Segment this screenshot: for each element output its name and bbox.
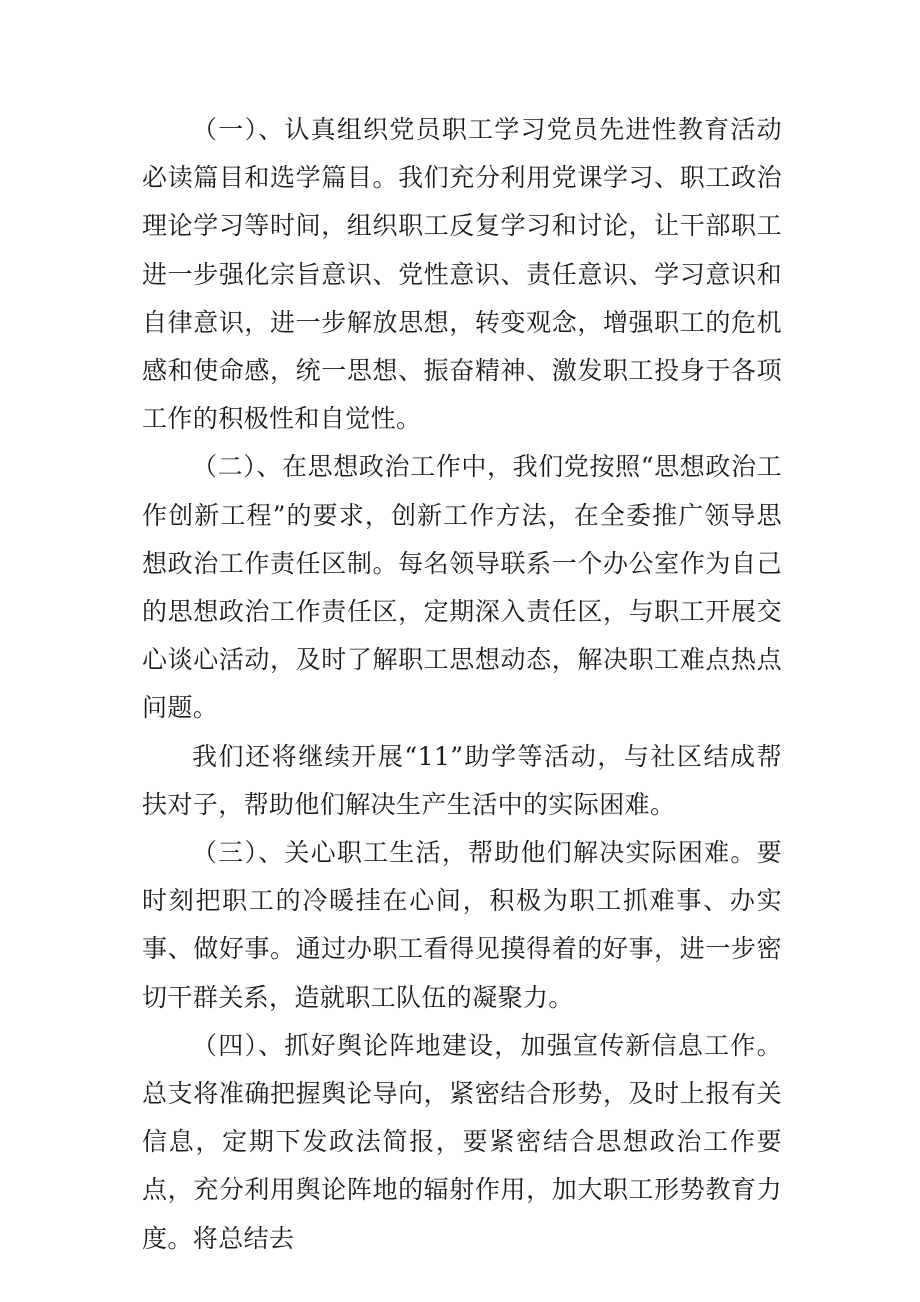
document-body [142,106,782,1263]
paragraph-section-2: （二）、在思想政治工作中，我们党按照“思想政治工作创新工程”的要求，创新工作方法，在全委推广领导思想政治工作责任区制。每名领导联系一个办公室作为自己的思想政治工作责任区，定期深入责任区，与职工开展交心谈心活动，及时了解职工思想动态，解决职工难点热点问题。 [142,452,782,723]
paragraph-assistance: 我们还将继续开展“11”助学等活动，与社区结成帮扶对子，帮助他们解决生产生活中的实际困难。 [142,741,782,819]
paragraph-section-1: （一）、认真组织党员职工学习党员先进性教育活动必读篇目和选学篇目。我们充分利用党课学习、职工政治理论学习等时间，组织职工反复学习和讨论，让干部职工进一步强化宗旨意识、党性意识、责任意识、学习意识和自律意识，进一步解放思想，转变观念，增强职工的危机感和使命感，统一思想、振奋精神、激发职工投身于各项工作的积极性和自觉性。 [142,115,782,434]
paragraph-section-4: （四）、抓好舆论阵地建设，加强宣传新信息工作。总支将准确把握舆论导向，紧密结合形势，及时上报有关信息，定期下发政法简报，要紧密结合思想政治工作要点，充分利用舆论阵地的辐射作用，加大职工形势教育力度。将总结去 [142,1030,782,1253]
paragraph-section-3: （三）、关心职工生活，帮助他们解决实际困难。要时刻把职工的冷暖挂在心间，积极为职工抓难事、办实事、做好事。通过办职工看得见摸得着的好事，进一步密切干群关系，造就职工队伍的凝聚力。 [142,838,782,1012]
